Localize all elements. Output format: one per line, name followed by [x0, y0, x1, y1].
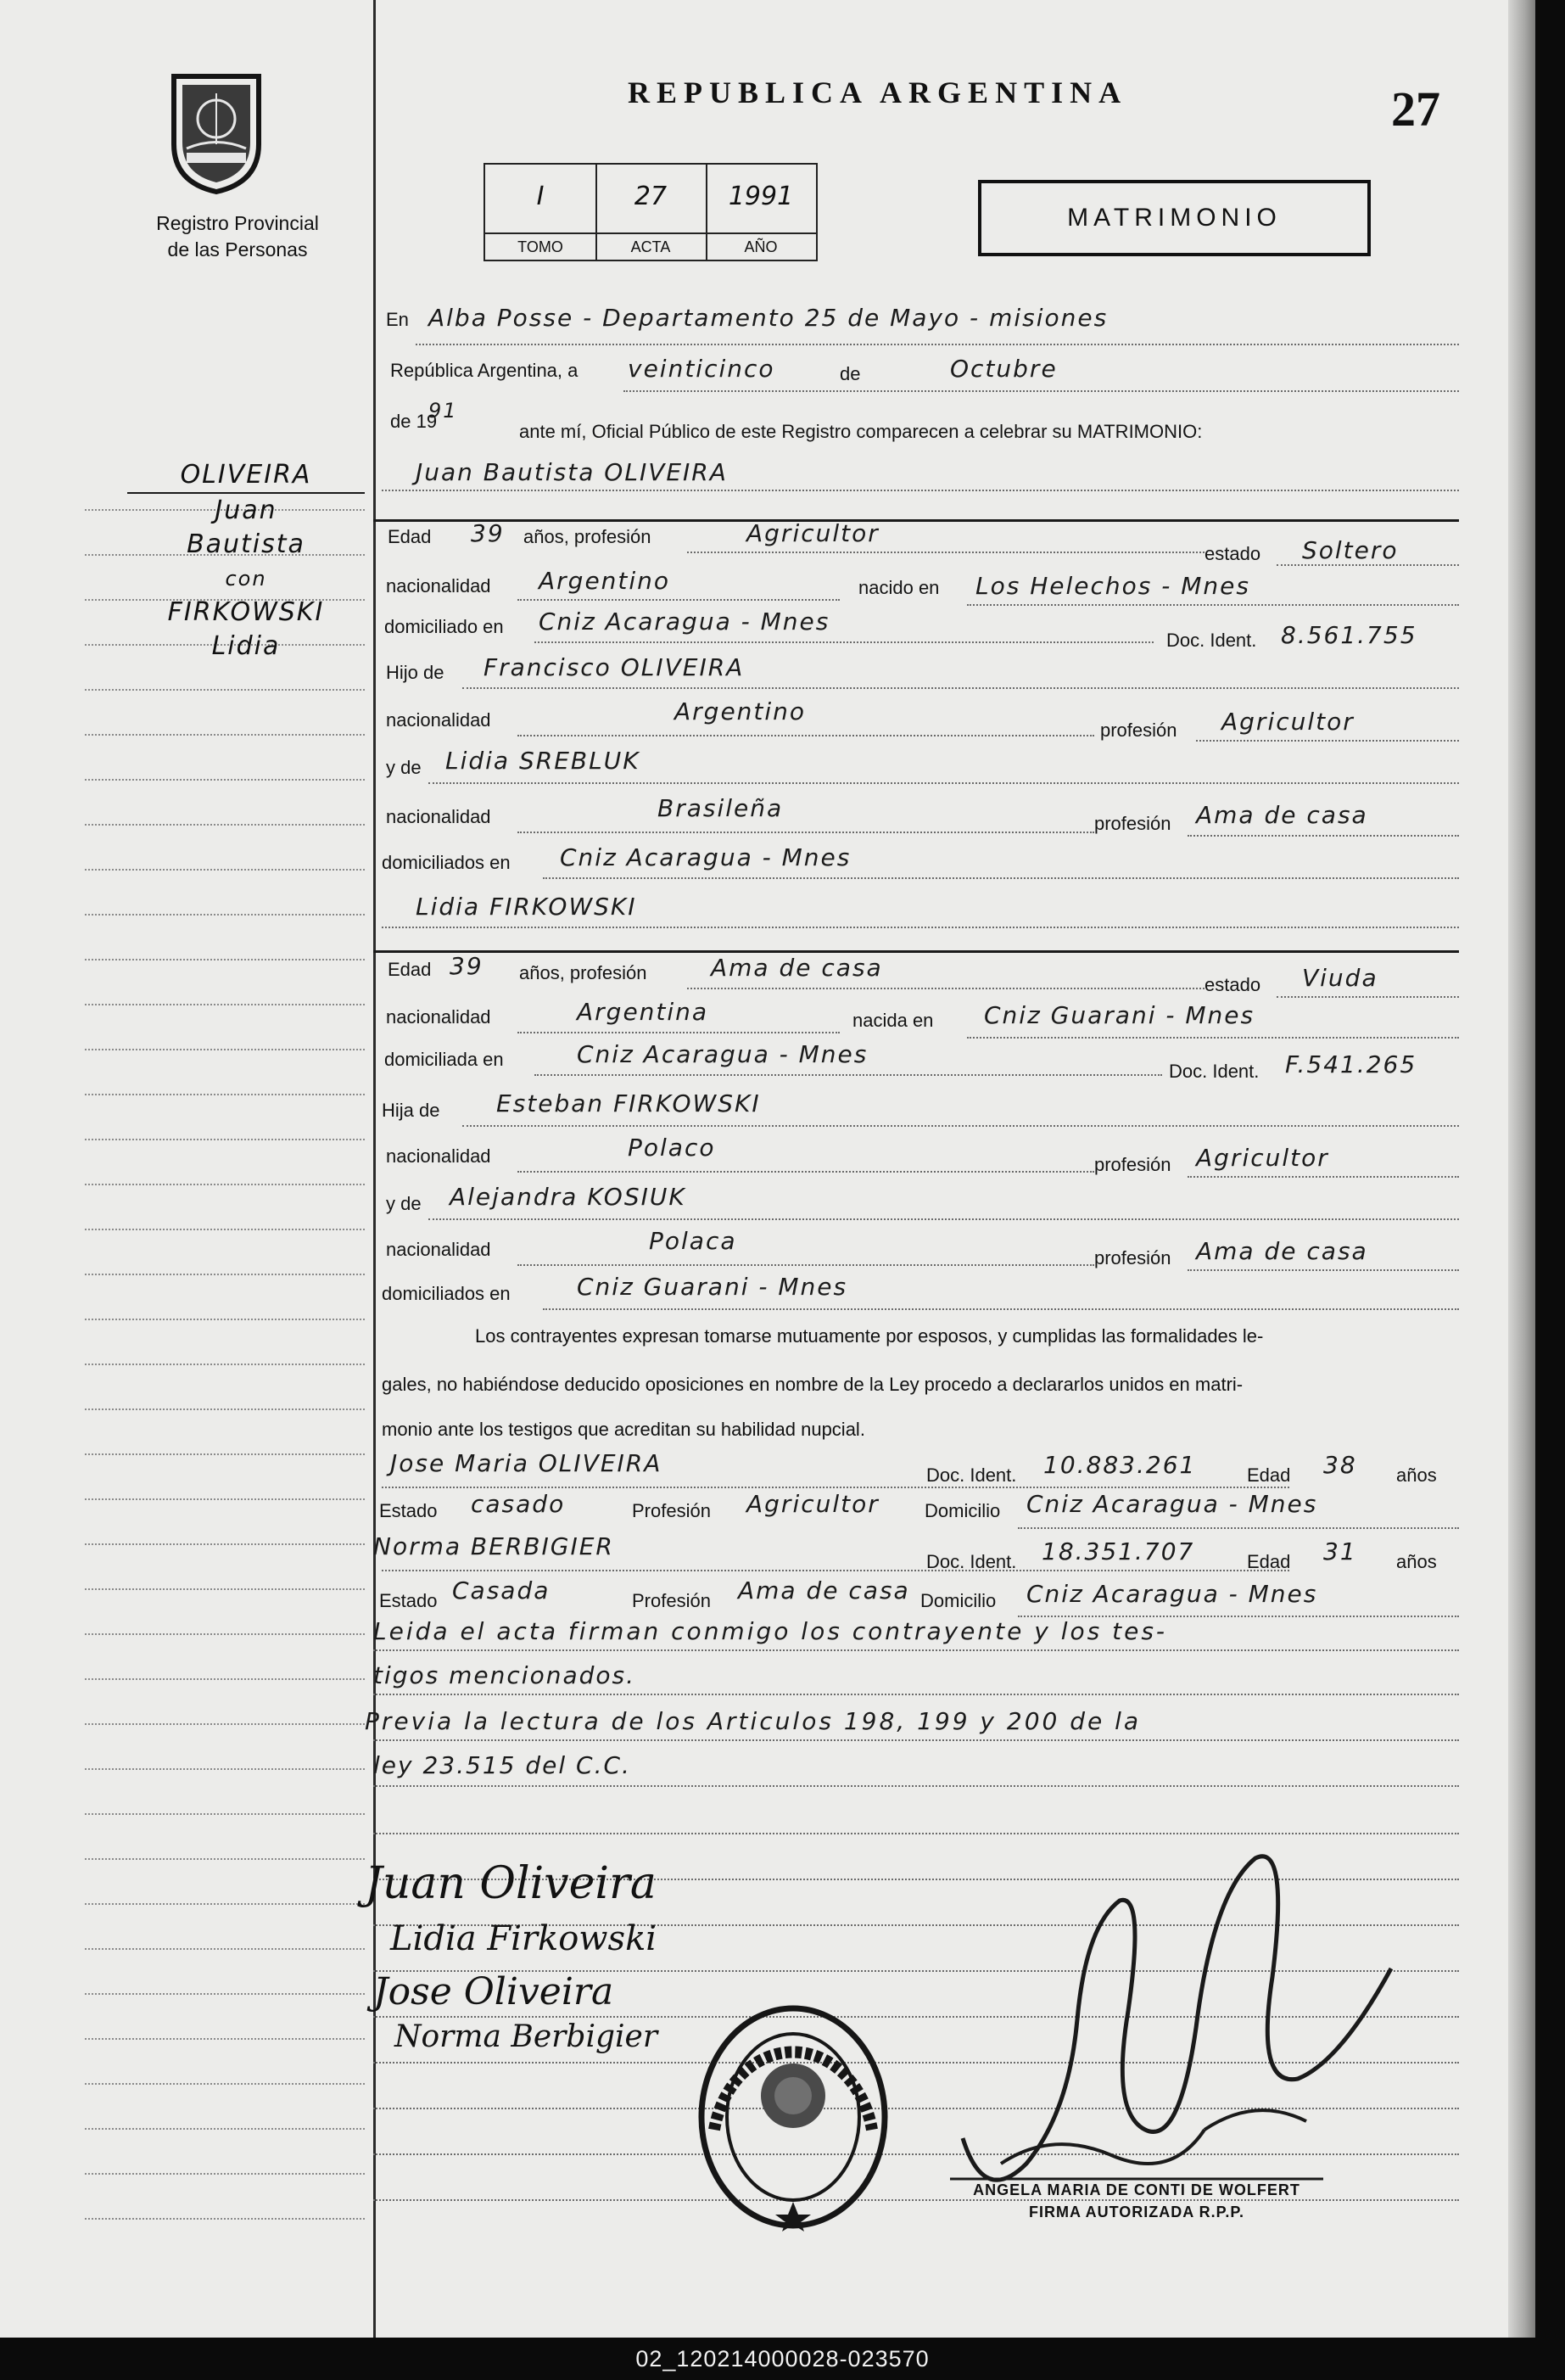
- day-value: veinticinco: [628, 355, 775, 383]
- bride-nationality: Argentina: [577, 998, 709, 1026]
- bride-yde-label: y de: [386, 1193, 422, 1214]
- dotted-line: [382, 490, 1459, 491]
- witness1-domicile: Cniz Acaragua - Mnes: [1026, 1490, 1318, 1518]
- margin-ruled-line: [85, 869, 365, 871]
- margin-ruled-line: [85, 689, 365, 691]
- dotted-line: [1018, 1527, 1459, 1529]
- note-given2: Lidia: [211, 631, 281, 661]
- margin-ruled-line: [85, 1678, 365, 1680]
- margin-ruled-line: [85, 2128, 365, 2130]
- margin-ruled-line: [85, 1993, 365, 1995]
- witness2-doc-label: Doc. Ident.: [926, 1551, 1017, 1572]
- registry-box: [483, 163, 818, 261]
- month-value: Octubre: [950, 355, 1058, 383]
- note-given1a: Juan: [215, 496, 277, 525]
- dotted-line: [1188, 1269, 1459, 1271]
- closing-line2: tigos mencionados.: [373, 1661, 635, 1689]
- groom-name: Juan Bautista OLIVEIRA: [416, 458, 728, 486]
- witness2-prof-label: Profesión: [632, 1590, 711, 1611]
- groom-profesion-label: años, profesión: [523, 526, 651, 547]
- section-rule: [373, 519, 1459, 522]
- dotted-line: [687, 988, 1204, 989]
- registry-stamp-icon: [696, 2002, 891, 2232]
- bride-father-nationality: Polaco: [628, 1134, 716, 1162]
- province-seal-icon: [165, 68, 267, 195]
- place-value: Alba Posse - Departamento 25 de Mayo - misiones: [428, 304, 1109, 332]
- dotted-line: [517, 1264, 1094, 1266]
- dotted-line: [543, 877, 1459, 879]
- office-name: [102, 210, 373, 263]
- office-line2: de las Personas: [167, 238, 308, 260]
- bride-name: Lidia FIRKOWSKI: [416, 893, 637, 921]
- page-number: 27: [1391, 81, 1440, 137]
- dotted-line: [1277, 564, 1459, 566]
- groom-nacido-label: nacido en: [858, 577, 940, 598]
- signature-witness1: Jose Oliveira: [373, 1970, 614, 2013]
- dotted-line: [967, 1037, 1459, 1039]
- witness2-marital: Casada: [452, 1576, 551, 1604]
- margin-ruled-line: [85, 2038, 365, 2040]
- groom-doc-label: Doc. Ident.: [1166, 630, 1257, 651]
- witness2-profession: Ama de casa: [738, 1576, 910, 1604]
- dotted-line: [382, 1570, 1289, 1571]
- page-edge: [1508, 0, 1535, 2338]
- margin-ruled-line: [85, 1139, 365, 1140]
- witness1-dom-label: Domicilio: [925, 1500, 1001, 1521]
- bride-parents-dom-label: domiciliados en: [382, 1283, 511, 1304]
- bride-father-profession: Agricultor: [1196, 1144, 1329, 1172]
- groom-birthplace: Los Helechos - Mnes: [975, 572, 1250, 600]
- margin-ruled-line: [85, 1633, 365, 1635]
- declaration-line2: gales, no habiéndose deducido oposiciones en nombre de la Ley procedo a declararlos unidos en matri-: [382, 1374, 1244, 1395]
- bride-father-nac-label: nacionalidad: [386, 1145, 491, 1167]
- note-given1b: Bautista: [187, 529, 305, 559]
- closing-line3: Previa la lectura de los Articulos 198, 199 y 200 de la: [365, 1707, 1142, 1735]
- dotted-line: [687, 552, 1204, 553]
- bride-birthplace: Cniz Guarani - Mnes: [984, 1001, 1255, 1029]
- year-suffix: 91: [428, 399, 458, 423]
- bride-profession: Ama de casa: [711, 954, 883, 982]
- tomo-label: TOMO: [485, 232, 595, 260]
- bride-doc-label: Doc. Ident.: [1169, 1061, 1260, 1082]
- dotted-line: [1188, 1176, 1459, 1178]
- margin-ruled-line: [85, 1049, 365, 1050]
- acta-value: 27: [634, 182, 668, 211]
- bride-profesion-label: años, profesión: [519, 962, 647, 983]
- tomo-cell: [485, 165, 597, 260]
- margin-ruled-line: [85, 914, 365, 916]
- dotted-line: [416, 344, 1459, 345]
- margin-ruled-line: [85, 1319, 365, 1320]
- dotted-line: [1188, 835, 1459, 837]
- margin-ruled-line: [85, 1184, 365, 1185]
- margin-ruled-line: [85, 1543, 365, 1545]
- bride-marital: Viuda: [1302, 964, 1378, 992]
- margin-ruled-line: [85, 1903, 365, 1905]
- margin-ruled-line: [85, 1588, 365, 1590]
- dotted-line: [373, 1785, 1459, 1787]
- margin-ruled-line: [85, 1364, 365, 1365]
- ano-cell: [706, 165, 816, 260]
- de-label: de: [840, 363, 861, 384]
- bride-mother-nationality: Polaca: [649, 1227, 737, 1255]
- dotted-line: [517, 1171, 1094, 1173]
- groom-edad-label: Edad: [388, 526, 432, 547]
- bride-edad-label: Edad: [388, 959, 432, 980]
- acta-cell: [595, 165, 707, 260]
- margin-ruled-line: [85, 1948, 365, 1950]
- dotted-line: [428, 1218, 1459, 1220]
- witness1-estado-label: Estado: [379, 1500, 438, 1521]
- republica-label: República Argentina, a: [390, 360, 578, 381]
- witness1-age: 38: [1323, 1451, 1357, 1479]
- witness2-domicile: Cniz Acaragua - Mnes: [1026, 1580, 1318, 1608]
- bride-dom-label: domiciliada en: [384, 1049, 504, 1070]
- witness1-profession: Agricultor: [746, 1490, 880, 1518]
- bride-doc: F.541.265: [1285, 1050, 1417, 1078]
- witness1-prof-label: Profesión: [632, 1500, 711, 1521]
- dotted-line: [543, 1308, 1459, 1310]
- margin-ruled-line: [85, 824, 365, 826]
- scan-caption: 02_120214000028-023570: [0, 2338, 1565, 2380]
- margin-ruled-line: [85, 2083, 365, 2085]
- margin-ruled-line: [85, 1858, 365, 1860]
- groom-mother-nationality: Brasileña: [657, 794, 784, 822]
- groom-father-nac-label: nacionalidad: [386, 709, 491, 731]
- bride-parents-domicile: Cniz Guarani - Mnes: [577, 1273, 848, 1301]
- witness2-estado-label: Estado: [379, 1590, 438, 1611]
- groom-profession: Agricultor: [746, 519, 880, 547]
- groom-doc: 8.561.755: [1281, 621, 1417, 649]
- declaration-line1: Los contrayentes expresan tomarse mutuamente por esposos, y cumplidas las formalidades le-: [475, 1325, 1264, 1347]
- witness1-anos-label: años: [1396, 1464, 1437, 1486]
- margin-ruled-line: [85, 1408, 365, 1410]
- official-name: ANGELA MARIA DE CONTI DE WOLFERT: [973, 2181, 1300, 2198]
- witness2-dom-label: Domicilio: [920, 1590, 997, 1611]
- dotted-line: [517, 1032, 840, 1033]
- closing-line4: ley 23.515 del C.C.: [373, 1751, 631, 1779]
- dotted-line: [517, 599, 840, 601]
- groom-nationality: Argentino: [539, 567, 671, 595]
- dotted-line: [382, 1487, 1289, 1488]
- bride-mother-prof-label: profesión: [1094, 1247, 1171, 1268]
- bride-father: Esteban FIRKOWSKI: [496, 1089, 761, 1117]
- margin-ruled-line: [85, 1453, 365, 1455]
- groom-father: Francisco OLIVEIRA: [483, 653, 745, 681]
- official-title: FIRMA AUTORIZADA R.P.P.: [1028, 2204, 1245, 2220]
- groom-domicile: Cniz Acaragua - Mnes: [539, 608, 830, 636]
- act-type-box: MATRIMONIO: [978, 180, 1371, 256]
- country-heading: REPUBLICA ARGENTINA: [628, 76, 1128, 109]
- bride-estado-label: estado: [1204, 974, 1261, 995]
- closing-line1: Leida el acta firman conmigo los contrayente y los tes-: [373, 1617, 1168, 1645]
- groom-father-nationality: Argentino: [674, 697, 807, 725]
- groom-nac-label: nacionalidad: [386, 575, 491, 596]
- declaration-line3: monio ante los testigos que acreditan su habilidad nupcial.: [382, 1419, 865, 1440]
- margin-ruled-line: [85, 1229, 365, 1230]
- margin-ruled-line: [85, 779, 365, 781]
- groom-mother-prof-label: profesión: [1094, 813, 1171, 834]
- margin-ruled-line: [85, 2173, 365, 2175]
- groom-mother-profession: Ama de casa: [1196, 801, 1368, 829]
- dotted-line: [428, 782, 1459, 784]
- dotted-line: [373, 1739, 1459, 1741]
- en-label: En: [386, 309, 409, 330]
- margin-ruled-line: [85, 1094, 365, 1095]
- bride-mother-nac-label: nacionalidad: [386, 1239, 491, 1260]
- bride-mother: Alejandra KOSIUK: [450, 1183, 686, 1211]
- margin-ruled-line: [85, 1274, 365, 1275]
- bride-nacida-label: nacida en: [852, 1010, 934, 1031]
- groom-estado-label: estado: [1204, 543, 1261, 564]
- acta-label: ACTA: [595, 232, 706, 260]
- groom-yde-label: y de: [386, 757, 422, 778]
- witness1-doc-label: Doc. Ident.: [926, 1464, 1017, 1486]
- signature-witness2: Norma Berbigier: [394, 2019, 658, 2054]
- margin-ruled-line: [85, 1004, 365, 1005]
- bride-nac-label: nacionalidad: [386, 1006, 491, 1028]
- witness1-marital: casado: [471, 1490, 566, 1518]
- dotted-line: [462, 1125, 1459, 1127]
- groom-father-profession: Agricultor: [1221, 708, 1355, 736]
- dotted-line: [1277, 996, 1459, 998]
- witness2-age: 31: [1323, 1537, 1357, 1565]
- tomo-value: I: [536, 182, 545, 211]
- bride-age: 39: [450, 952, 483, 980]
- dotted-line: [382, 927, 1459, 928]
- witness2-doc: 18.351.707: [1042, 1537, 1195, 1565]
- ano-value: 1991: [728, 182, 794, 211]
- witness2-edad-label: Edad: [1247, 1551, 1291, 1572]
- witness2-name: Norma BERBIGIER: [373, 1532, 614, 1560]
- dotted-line: [1196, 740, 1459, 742]
- note-con: con: [225, 567, 267, 591]
- groom-age: 39: [471, 519, 505, 547]
- bride-father-prof-label: profesión: [1094, 1154, 1171, 1175]
- dotted-line: [373, 1649, 1459, 1651]
- ano-label: AÑO: [706, 232, 816, 260]
- dotted-line: [623, 390, 1459, 392]
- dotted-line: [517, 735, 1094, 736]
- margin-ruled-line: [85, 2218, 365, 2220]
- groom-mother-nac-label: nacionalidad: [386, 806, 491, 827]
- margin-ruled-line: [85, 734, 365, 736]
- signature-groom: Juan Oliveira: [365, 1858, 657, 1909]
- intro-text: ante mí, Oficial Público de este Registro comparecen a celebrar su MATRIMONIO:: [519, 421, 1203, 442]
- dotted-line: [462, 687, 1459, 689]
- groom-father-prof-label: profesión: [1100, 720, 1177, 741]
- dotted-line: [517, 832, 1094, 833]
- bride-hija-label: Hija de: [382, 1100, 440, 1121]
- section-rule: [373, 950, 1459, 953]
- witness1-doc: 10.883.261: [1043, 1451, 1197, 1479]
- signature-bride: Lidia Firkowski: [390, 1919, 657, 1958]
- margin-ruled-line: [85, 1498, 365, 1500]
- groom-hijo-label: Hijo de: [386, 662, 444, 683]
- note-surname2: FIRKOWSKI: [167, 597, 325, 627]
- year-prefix: de 19: [390, 411, 438, 432]
- groom-dom-label: domiciliado en: [384, 616, 504, 637]
- dotted-line: [967, 604, 1459, 606]
- margin-ruled-line: [85, 959, 365, 960]
- margin-ruled-line: [85, 1723, 365, 1725]
- dotted-line: [534, 1074, 1162, 1076]
- groom-parents-dom-label: domiciliados en: [382, 852, 511, 873]
- dotted-line: [373, 1694, 1459, 1695]
- groom-mother: Lidia SREBLUK: [445, 747, 640, 775]
- groom-marital: Soltero: [1302, 536, 1399, 564]
- bride-domicile: Cniz Acaragua - Mnes: [577, 1040, 869, 1068]
- witness2-anos-label: años: [1396, 1551, 1437, 1572]
- note-surname1: OLIVEIRA: [180, 460, 312, 490]
- official-name-block: [950, 2179, 1323, 2223]
- witness1-edad-label: Edad: [1247, 1464, 1291, 1486]
- dotted-line: [534, 641, 1154, 643]
- margin-ruled-line: [85, 1768, 365, 1770]
- margin-ruled-line: [85, 1813, 365, 1815]
- groom-parents-domicile: Cniz Acaragua - Mnes: [560, 843, 852, 871]
- bride-mother-profession: Ama de casa: [1196, 1237, 1368, 1265]
- office-line1: Registro Provincial: [156, 212, 319, 234]
- witness1-name: Jose Maria OLIVEIRA: [390, 1449, 662, 1477]
- margin-note: [119, 458, 373, 664]
